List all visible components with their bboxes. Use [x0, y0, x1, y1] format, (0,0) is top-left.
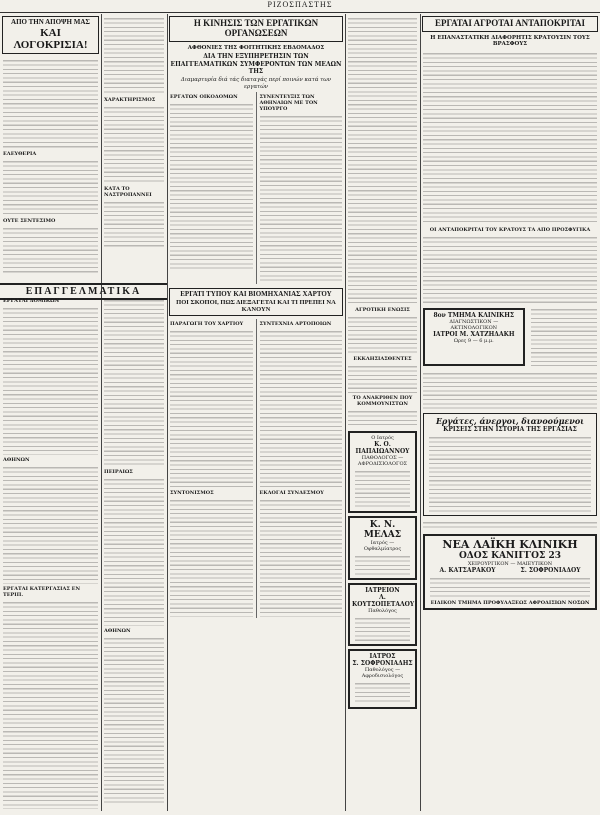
article-text [3, 464, 98, 584]
clinic-ad-nea-laiki [423, 534, 597, 610]
article-text [104, 199, 164, 247]
clinic-footer: ΕΙΔΙΚΟΝ ΤΜΗΜΑ ΠΡΟΦΥΛΑΞΕΩΣ ΑΦΡΟΔΙΣΙΩΝ ΝΟΣΩΝ [430, 600, 590, 607]
clinic-address: ΟΔΟΣ ΚΑΝΙΓΓΟΣ 23 [458, 551, 562, 562]
article-text [423, 50, 597, 225]
labor-right-subcolumn [256, 92, 346, 284]
section-heading: ΕΛΕΥΘΕΡΙΑ [3, 150, 37, 157]
ad-text [355, 553, 410, 575]
labor-subheading: ΔΙΑ ΤΗΝ ΕΞΥΠΗΡΕΤΗΣΙΝ ΤΩΝ ΕΠΑΓΓΕΛΜΑΤΙΚΩΝ ΣΥΜΦΕΡΟΝΤΩΝ ΤΩΝ ΜΕΛΩΝ ΤΗΣ [170, 53, 342, 75]
article-text [423, 519, 597, 531]
labor-subheading: ΑΦΘΟΝΙΕΣ ΤΗΣ ΦΟΙΤΗΤΙΚΗΣ ΕΒΔΟΜΑΔΟΣ [187, 44, 325, 51]
section-heading: ΕΡΓΑΤΑΙ ΚΑΤΕΡΓΑΣΙΑΣ ΕΝ ΤΕΡΙΠ. [3, 586, 81, 598]
doctor-title: ΙΑΤΡΟΣ [369, 653, 396, 660]
article-text [348, 408, 417, 428]
article-text [104, 297, 164, 467]
article-text [348, 363, 417, 393]
section-heading: ΠΕΙΡΑΙΩΣ [104, 469, 133, 475]
article-text [348, 314, 417, 354]
section-heading: ΣΥΝΤΕΧΝΙΑ ΑΡΤΟΠΟΙΩΝ [259, 321, 332, 328]
doctor-name: Σ. ΣΟΦΡΟΝΙΑΔΗΣ [352, 660, 413, 667]
section-heading: ΟΥΤΕ ΣΕΝΤΕΣΙΜΟ [3, 217, 56, 224]
labor-lower-columns [167, 319, 345, 618]
doctor-name: Κ. Ν. ΜΕΛΑΣ [363, 520, 402, 540]
doctor-label: Ο Ιατρός [371, 435, 394, 441]
article-text [3, 225, 98, 275]
clinic-hours: Ωρες 9 — 6 μ.μ. [453, 338, 494, 345]
clinic-title: ΙΑΤΡΕΙΟΝ [365, 587, 400, 594]
clinic-ad-koutsopetalou [348, 583, 417, 646]
section-heading: ΕΡΓΑΤΑΙ ΔΟΜΙΚΩΝ [3, 298, 60, 304]
clinic-title: 8ον ΤΜΗΜΑ ΚΛΙΝΙΚΗΣ [433, 312, 515, 320]
clinic-doctor: ΙΑΤΡΟΙ Μ. ΧΑΤΖΗΔΑΚΗ [433, 331, 515, 339]
section-heading: ΠΑΡΑΓΩΓΗ ΤΟΥ ΧΑΡΤΙΟΥ [170, 321, 244, 328]
book-ad-heading: Εργάτες, άνεργοι, διανοούμενοι [435, 416, 585, 427]
article-text [423, 234, 597, 304]
section-heading: ΣΥΝΤΟΝΙΣΜΟΣ [170, 490, 214, 497]
section-heading: ΤΟ ΑΝΑΚΡΙΘΕΝ ΠΟΥ ΚΟΜΜΟΥΝΙΣΤΩΝ [352, 395, 413, 407]
section-heading: ΧΑΡΑΚΤΗΡΙΣΜΟΣ [104, 97, 156, 103]
doctor-ad-melas [348, 516, 417, 580]
article-text [104, 635, 164, 805]
article-text [3, 158, 98, 216]
clinic-title: ΝΕΑ ΛΑΪΚΗ ΚΛΙΝΙΚΗ [442, 538, 578, 552]
article-text [260, 113, 343, 283]
paper-workers-title: ΕΡΓΑΤΙ ΤΥΠΟΥ ΚΑΙ ΒΙΟΜΗΧΑΝΙΑΣ ΧΑΡΤΟΥ [180, 290, 332, 299]
section-heading: ΕΚΛΟΓΑΙ ΣΥΝΔΕΣΜΟΥ [259, 490, 324, 497]
ad-text [430, 575, 590, 599]
clinic-doctor: Λ. ΚΟΥΤΣΟΠΕΤΑΛΟΥ [352, 594, 415, 608]
paper-workers-box [169, 288, 343, 316]
clinic-sub: ΧΕΙΡΟΥΡΓΙΚΟΝ — ΜΑΙΕΥΤΙΚΟΝ [467, 561, 553, 568]
doctor-name: Κ. Ο. ΠΑΠΑΙΩΑΝΝΟΥ [355, 441, 410, 455]
section-heading: ΟΙ ΑΝΤΑΠΟΚΡΙΤΑΙ ΤΟΥ ΚΡΑΤΟΥΣ ΤΑ ΑΠΟ ΠΡΟΣΦΥΓΙΚΑ [429, 227, 591, 234]
opinion-header-box [2, 16, 99, 54]
doctor-specialty: Παθολόγος — Αφροδισιολόγος [361, 667, 404, 679]
opinion-header-main: ΚΑΙ ΛΟΓΟΚΡΙΣΙΑ! [13, 26, 88, 51]
column-professional-right [101, 296, 167, 811]
section-heading: ΑΘΗΝΩΝ [104, 628, 131, 634]
clinic-sub: ΔΙΑΓΝΩΣΤΙΚΟΝ — ΑΚΤΙΝΟΛΟΓΙΚΟΝ [449, 319, 499, 332]
article-text [3, 599, 98, 809]
column-labor-movement [167, 14, 345, 811]
section-heading: ΕΡΓΑΤΩΝ ΟΙΚΟΔΟΜΩΝ [170, 94, 238, 101]
column-commentary [101, 14, 167, 278]
ad-text [355, 615, 410, 641]
labor-lower-left [167, 319, 256, 618]
column-notices [345, 14, 420, 811]
book-ad-title: ΚΡΙΣΕΙΣ ΣΤΗΝ ΙΣΤΟΡΙΑ ΤΗΣ ΕΡΓΑΣΙΑΣ [443, 426, 577, 434]
article-text [3, 57, 98, 149]
clinic-ad-hatzidakis [423, 308, 525, 366]
ad-text [429, 434, 591, 512]
correspondents-header: ΕΡΓΑΤΑΙ ΑΓΡΟΤΑΙ ΑΝΤΑΠΟΚΡΙΤΑΙ [422, 16, 598, 32]
section-heading: ΑΘΗΝΩΝ [3, 457, 30, 463]
section-heading: ΕΚΚΛΗΣΙΑΣΘΕΝΤΕΣ [353, 356, 412, 362]
article-text [3, 305, 98, 455]
clinic-row [420, 305, 600, 369]
article-text [423, 370, 597, 410]
section-heading: ΑΓΡΟΤΙΚΗ ΕΝΩΣΙΣ [355, 307, 410, 313]
doctor-specialty: Ιατρός — Οφθαλμίατρος [363, 540, 402, 552]
article-text [348, 15, 417, 305]
article-text [260, 328, 343, 488]
labor-lower-right [256, 319, 346, 618]
article-text [170, 497, 253, 617]
article-text [170, 101, 253, 271]
labor-two-columns [167, 92, 345, 284]
section-band-professional: ΕΠΑΓΓΕΛΜΑΤΙΚΑ [0, 283, 167, 300]
correspondents-subheading: Η ΕΠΑΝΑΣΤΑΤΙΚΗ ΔΙΑΦΟΡΗΤΙΣ ΚΡΑΤΟΥΣΙΝ ΤΟΥΣ ΒΡΑΣΦΟΥΣ [430, 34, 590, 48]
newspaper-masthead: ΡΙΖΟΣΠΑΣΤΗΣ [0, 0, 600, 13]
article-text [104, 476, 164, 626]
paper-workers-sub: ΠΟΙ ΣΚΟΠΟΙ, ΠΩΣ ΔΙΕΞΑΓΕΤΑΙ ΚΑΙ ΤΙ ΠΡΕΠΕΙ ΝΑ ΚΑΝΟΥΝ [176, 298, 336, 313]
column-professional-left [0, 296, 101, 811]
section-heading: ΚΑΤΑ ΤΟ ΝΑΣΤΡΟΠΑΝΝΕΙ [104, 186, 152, 198]
article-text [260, 497, 343, 617]
section-heading: ΣΥΝΕΝΤΕΥΞΙΣ ΤΩΝ ΑΘΗΝΑΙΩΝ ΜΕ ΤΟΝ ΥΠΟΥΡΓΟ [259, 94, 318, 113]
clinic-doctor: Α. ΚΑΤΣΑΡΑΚΟΥ [439, 567, 496, 575]
article-text [170, 328, 253, 488]
labor-left-subcolumn [167, 92, 256, 284]
clinic-doctors [427, 567, 593, 574]
labor-header: Η ΚΙΝΗΣΙΣ ΤΩΝ ΕΡΓΑΤΙΚΩΝ ΟΡΓΑΝΩΣΕΩΝ [169, 16, 343, 42]
clinic-specialty: Παθολόγος [368, 608, 397, 614]
article-text [104, 15, 164, 95]
ad-text [355, 468, 410, 508]
doctor-specialty: ΠΑΘΟΛΟΓΟΣ — ΑΦΡΟΔΙΣΙΟΛΟΓΟΣ [357, 455, 408, 467]
book-ad [423, 413, 597, 516]
clinic-doctor: Σ. ΣΟΦΡΟΝΙΑΔΟΥ [520, 567, 581, 575]
column-correspondents [420, 14, 600, 811]
doctor-ad-papaioannou [348, 431, 417, 513]
labor-subheading: Διαμαρτυρία διά τάς διαταγάς περί ποινών κατά των εργατών [180, 76, 332, 90]
ad-text [355, 680, 410, 704]
article-text [531, 306, 597, 368]
article-text [104, 104, 164, 184]
doctor-ad-sofroniadis [348, 649, 417, 709]
opinion-header-top: ΑΠΟ ΤΗΝ ΑΠΟΨΗ ΜΑΣ [11, 18, 90, 26]
